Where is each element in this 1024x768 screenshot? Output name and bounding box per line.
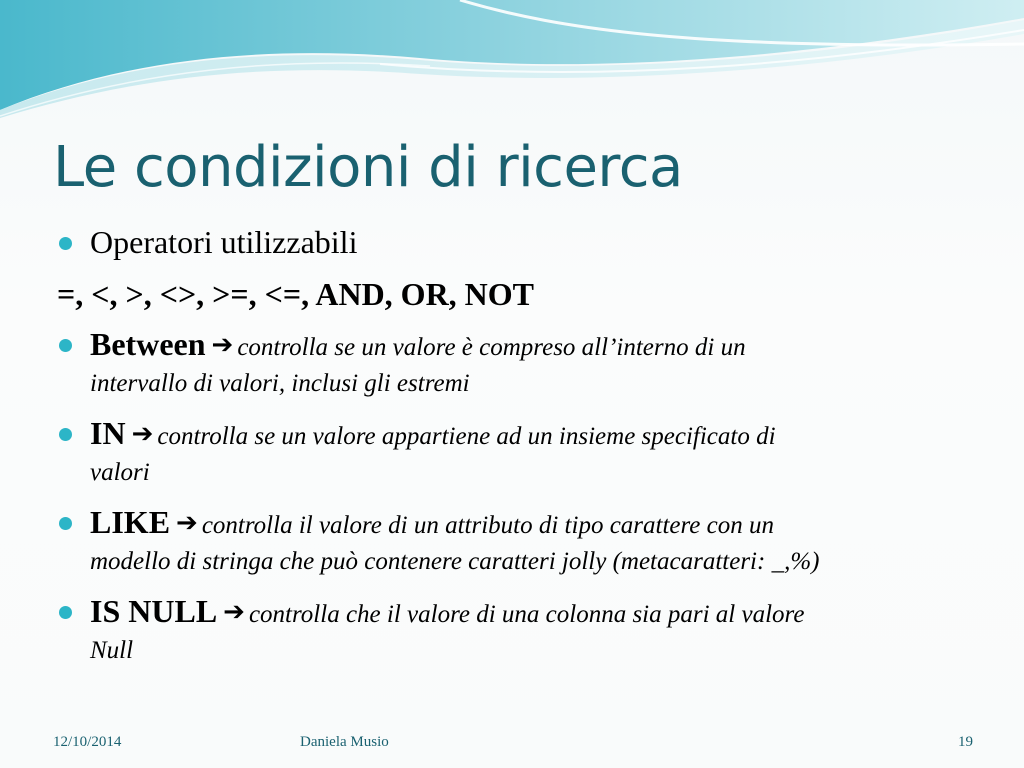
bullet-dot-icon: [59, 517, 72, 530]
right-arrow-icon: ➔: [131, 419, 154, 449]
bullet-dot-icon: [59, 339, 72, 352]
operators-list-text: =, <, >, <>, >=, <=, AND, OR, NOT: [57, 276, 535, 312]
bullet-in: [57, 414, 977, 491]
right-arrow-icon: ➔: [223, 597, 245, 627]
slide-title: Le condizioni di ricerca: [53, 135, 683, 200]
keyword-like: LIKE: [90, 504, 171, 540]
bullet-dot-icon: [59, 428, 72, 441]
bullet-is-null: [57, 592, 977, 669]
between-description: controlla se un valore è compreso all’interno di un: [237, 334, 746, 361]
in-description: controlla se un valore appartiene ad un insieme specificato di: [157, 423, 776, 450]
like-description: controlla il valore di un attributo di tipo carattere con un: [201, 512, 774, 539]
right-arrow-icon: ➔: [176, 508, 198, 538]
keyword-is-null: IS NULL: [90, 593, 218, 629]
is-null-description: controlla che il valore di una colonna sia pari al valore: [248, 601, 805, 628]
is-null-description-cont: Null: [90, 637, 134, 664]
slide-body: [57, 223, 977, 669]
keyword-between: Between: [90, 326, 206, 362]
bullet-like: [57, 503, 977, 580]
footer-date: 12/10/2014: [53, 734, 122, 750]
like-description-cont: modello di stringa che può contenere caratteri jolly (metacaratteri: _,%): [90, 548, 820, 575]
footer-page-number: 19: [958, 734, 973, 750]
bullet-between: [57, 325, 977, 402]
operators-heading: Operatori utilizzabili: [90, 224, 358, 260]
bullet-operators: [57, 223, 977, 261]
header-wave-decoration: [0, 0, 1024, 120]
operators-list: [57, 275, 977, 313]
in-description-cont: valori: [90, 459, 150, 486]
footer-author: Daniela Musio: [300, 734, 389, 750]
bullet-dot-icon: [59, 237, 72, 250]
between-description-cont: intervallo di valori, inclusi gli estremi: [90, 370, 470, 397]
keyword-in: IN: [90, 415, 126, 451]
bullet-dot-icon: [59, 606, 72, 619]
right-arrow-icon: ➔: [211, 330, 234, 360]
